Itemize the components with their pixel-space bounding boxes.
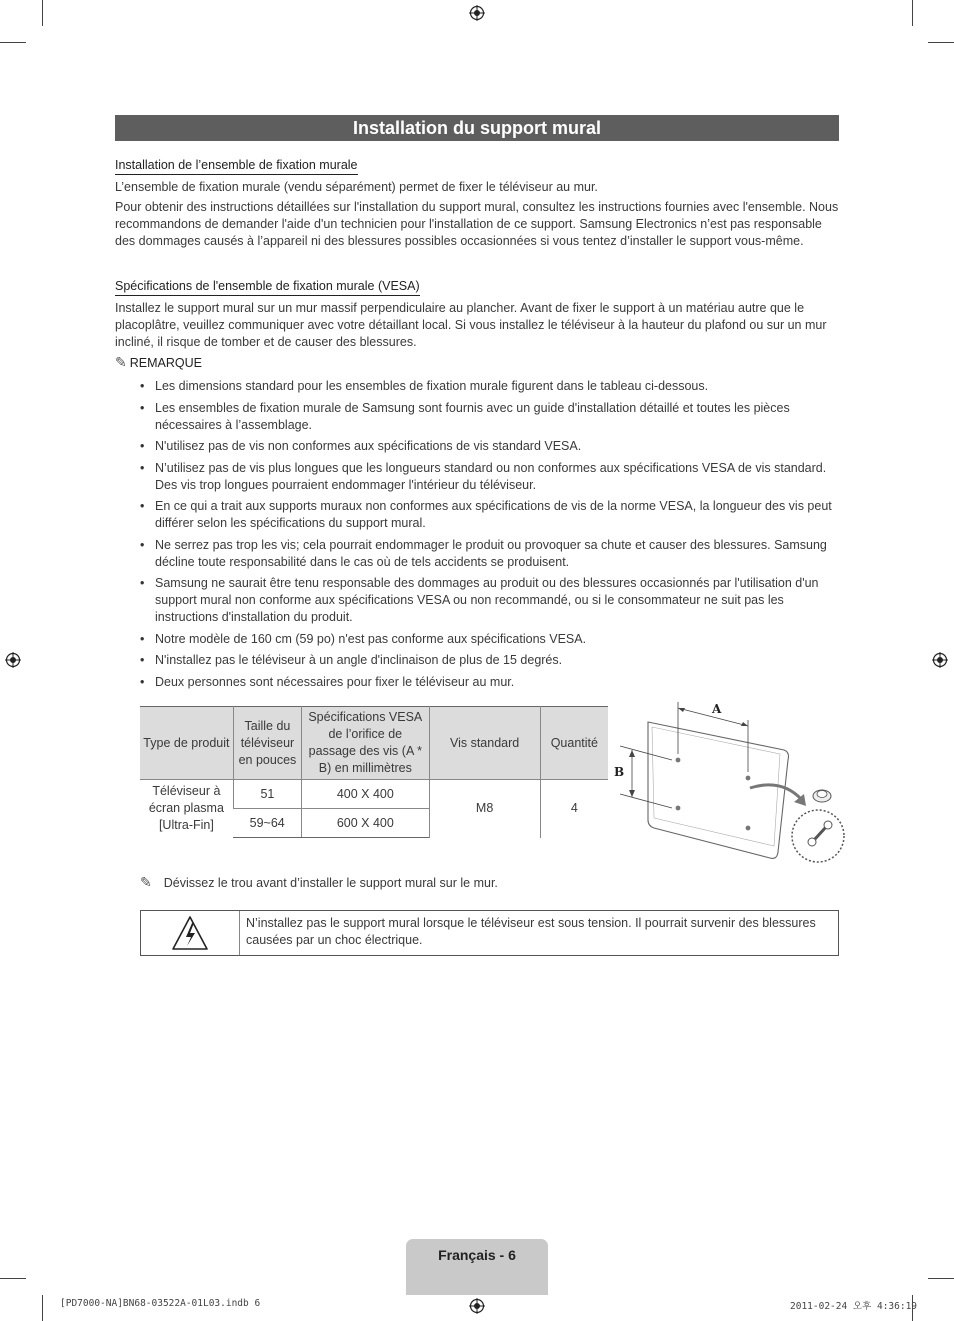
crop-mark [928,42,954,43]
footer-file-info: [PD7000-NA]BN68-03522A-01L03.indb 6 [60,1298,261,1309]
list-item: • Deux personnes sont nécessaires pour fixer le téléviseur au mur. [140,674,840,691]
list-item: • Les dimensions standard pour les ensembles de fixation murale figurent dans le tableau ci-dessous. [140,378,840,395]
remark-heading [115,355,202,372]
list-item: • N’utilisez pas de vis plus longues que les longueurs standard ou non conformes aux spécifications VESA de vis standard. Des vis trop longues pourraient endommager l'intérieur du téléviseur. [140,460,840,494]
table-cell-screw: M8 [429,780,540,838]
registration-mark-icon [5,652,21,668]
table-row [140,780,608,809]
electric-shock-warning-icon [141,911,239,955]
warning-text: N’installez pas le support mural lorsque le téléviseur est sous tension. Il pourrait survenir des blessures causées par un choc électrique. [246,916,816,947]
dimension-label-a: A [712,702,722,716]
list-item: • Ne serrez pas trop les vis; cela pourrait endommager le produit ou provoquer sa chute et causer des blessures. Samsung décline toute responsabilité dans le cas où de tels accidents se produisent. [140,537,840,571]
registration-mark-icon [932,652,948,668]
list-item: • N'installez pas le téléviseur à un angle d'inclinaison de plus de 15 degrés. [140,652,840,669]
pencil-note-icon: ✎ [140,875,152,891]
table-cell-vesa: 600 X 400 [302,809,429,838]
section-body-wall-mount-kit [115,179,839,253]
mount-hole [746,776,751,781]
table-header: Type de produit [140,707,233,780]
mount-hole [676,806,681,811]
table-header: Taille du téléviseur en pouces [233,707,301,780]
list-item: • En ce qui a trait aux supports muraux non conformes aux spécifications de vis de la norme VESA, la longueur des vis peut différer selon les spécifications du support mural. [140,498,840,532]
registration-mark-icon [469,1298,485,1314]
list-item: • Notre modèle de 160 cm (59 po) n'est pas conforme aux spécifications VESA. [140,631,840,648]
table-cell-size: 59~64 [233,809,301,838]
crop-mark [0,42,26,43]
section-body-vesa-specs: Installez le support mural sur un mur massif perpendiculaire au plancher. Avant de fixer le support à un matériau autre que le placoplâtre, veuillez communiquer avec votre détaillant local. Si vous installez le téléviseur à la hauteur du plafond ou sur un mur incliné, il risque de tomber et de causer des blessures. [115,301,827,349]
mount-hole [676,758,681,763]
page-number-tab: Français - 6 [406,1239,548,1295]
list-item: • Samsung ne saurait être tenu responsable des dommages au produit ou des blessures occasionnés par l'utilisation d'un support mural non conforme aux spécifications VESA ou non recommandé, ou si le consommateur ne suit pas les instructions d'installation du produit. [140,575,840,626]
warning-icon-cell [141,911,240,955]
section-heading-vesa-specs: Spécifications de l'ensemble de fixation murale (VESA) [115,278,420,296]
tv-wall-mount-diagram [612,694,852,864]
table-header: Spécifications VESA de l’orifice de passage des vis (A * B) en millimètres [302,707,429,780]
unscrew-note [140,875,498,892]
warning-box [140,910,839,956]
section-heading-wall-mount-kit: Installation de l’ensemble de fixation murale [115,157,358,175]
crop-mark [42,1295,43,1321]
table-cell-quantity: 4 [540,780,608,838]
mount-hole [746,826,751,831]
remark-label: REMARQUE [129,356,202,370]
footer-timestamp: 2011-02-24 오후 4:36:19 [790,1301,918,1312]
table-cell-product-type: Téléviseur à écran plasma [Ultra-Fin] [140,780,233,838]
note-text: Dévissez le trou avant d’installer le support mural sur le mur. [163,876,498,890]
table-header: Vis standard [429,707,540,780]
table-header: Quantité [540,707,608,780]
pencil-note-icon: ✎ [115,355,127,371]
list-item: • N'utilisez pas de vis non conformes aux spécifications de vis standard VESA. [140,438,840,455]
crop-mark [0,1278,26,1279]
table-cell-size: 51 [233,780,301,809]
remark-list [140,378,840,695]
crop-mark [912,0,913,26]
page-title: Installation du support mural [115,115,839,141]
crop-mark [42,0,43,26]
crop-mark [928,1278,954,1279]
paragraph: L’ensemble de fixation murale (vendu séparément) permet de fixer le téléviseur au mur. [115,180,598,194]
paragraph: Pour obtenir des instructions détaillées sur l'installation du support mural, consultez les instructions fournies avec l'ensemble. Nous recommandons de demander l'aide d'un technicien pour l'installation de ce support. Samsung Electronics n’est pas responsable des dommages causés à l’appareil ni des blessures possibles occasionnées si vous tentez d’installer le support vous-même. [115,200,839,248]
table-cell-vesa: 400 X 400 [302,780,429,809]
dimension-label-b: B [614,765,625,779]
list-item: • Les ensembles de fixation murale de Samsung sont fournis avec un guide d'installation détaillé et toutes les pièces nécessaires à l’assemblage. [140,400,840,434]
vesa-spec-table [140,706,608,838]
registration-mark-icon [469,5,485,21]
